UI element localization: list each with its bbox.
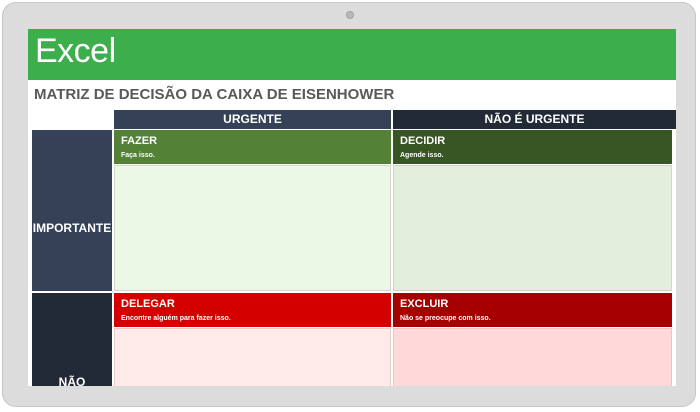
- row-header-not-important-label: NÃO: [58, 375, 86, 386]
- column-header-not-urgent: NÃO É URGENTE: [393, 110, 676, 129]
- quadrant-delegate-desc: Encontre alguém para fazer isso.: [121, 315, 231, 322]
- quadrant-delegate-cell[interactable]: [114, 328, 391, 386]
- quadrant-delegate-name: DELEGAR: [121, 298, 175, 310]
- sheet-title: MATRIZ DE DECISÃO DA CAIXA DE EISENHOWER: [34, 86, 395, 103]
- tablet-frame: [2, 2, 696, 407]
- app-title: Excel: [35, 32, 116, 70]
- column-header-urgent: URGENTE: [114, 110, 391, 129]
- row-header-not-important: [32, 293, 112, 386]
- quadrant-delete-cell[interactable]: [393, 328, 672, 386]
- quadrant-decide-desc: Agende isso.: [400, 152, 444, 159]
- quadrant-do-name: FAZER: [121, 135, 158, 147]
- screen: [28, 29, 676, 386]
- quadrant-decide-header[interactable]: [393, 130, 672, 164]
- quadrant-decide-cell[interactable]: [393, 165, 672, 291]
- camera-icon: [346, 11, 354, 19]
- app-header: [28, 29, 676, 80]
- quadrant-delete-desc: Não se preocupe com isso.: [400, 315, 491, 322]
- quadrant-do-desc: Faça isso.: [121, 152, 155, 159]
- quadrant-decide-name: DECIDIR: [400, 135, 446, 147]
- quadrant-delete-name: EXCLUIR: [400, 298, 449, 310]
- quadrant-do-header[interactable]: [114, 130, 391, 164]
- row-header-important: [32, 130, 112, 291]
- row-header-important-label: IMPORTANTE: [32, 221, 112, 235]
- quadrant-delegate-header[interactable]: [114, 293, 391, 327]
- quadrant-delete-header[interactable]: [393, 293, 672, 327]
- quadrant-do-cell[interactable]: [114, 165, 391, 291]
